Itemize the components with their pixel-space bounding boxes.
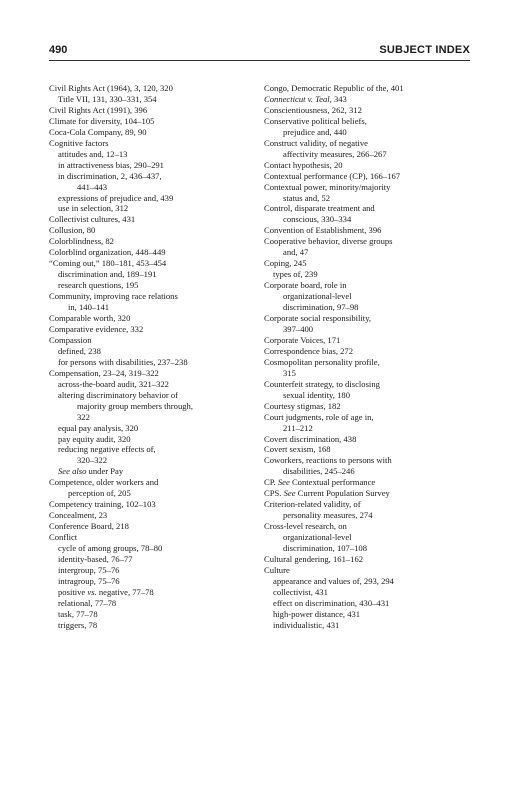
index-subentry: 320–322 [77,455,108,466]
index-entry: Community, improving race relations [49,291,178,302]
index-subentry: identity-based, 76–77 [58,553,133,564]
index-entry: Collusion, 80 [49,225,96,236]
index-subentry: majority group members through, [77,400,193,411]
index-entry: Colorblind organization, 448–449 [49,247,166,258]
index-subentry: sexual identity, 180 [283,389,350,400]
index-subentry: triggers, 78 [58,619,98,630]
index-entry: Construct validity, of negative [264,137,368,148]
index-entry: Criterion-related validity, of [264,499,361,510]
index-entry: Cultural gendering, 161–162 [264,553,364,564]
index-entry: Contextual performance (CP), 166–167 [264,170,401,181]
index-subentry: affectivity measures, 266–267 [283,148,387,159]
index-subentry: status and, 52 [283,192,331,203]
index-subentry: appearance and values of, 293, 294 [273,575,394,586]
index-entry: Contextual power, minority/majority [264,181,391,192]
index-subentry: personality measures, 274 [283,510,373,521]
index-subentry: intergroup, 75–76 [58,564,120,575]
index-subentry: organizational-level [283,291,352,302]
index-subentry: prejudice and, 440 [283,126,347,137]
index-subentry: Title VII, 131, 330–331, 354 [58,93,157,104]
index-entry: Conference Board, 218 [49,521,129,532]
index-subentry: for persons with disabilities, 237–238 [58,356,188,367]
index-entry: Control, disparate treatment and [264,203,375,214]
index-subentry: 211–212 [283,422,313,433]
index-subentry: reducing negative effects of, [58,444,156,455]
index-entry: Conservative political beliefs, [264,115,367,126]
index-subentry: 315 [283,367,296,378]
index-subentry: across-the-board audit, 321–322 [58,378,169,389]
index-entry: Climate for diversity, 104–105 [49,115,155,126]
index-subentry: attitudes and, 12–13 [58,148,128,159]
index-subentry: perception of, 205 [68,488,131,499]
index-entry: Cognitive factors [49,137,109,148]
index-entry: Compassion [49,334,92,345]
index-subentry: cycle of among groups, 78–80 [58,543,163,554]
index-entry: Cross-level research, on [264,521,347,532]
index-subentry: research questions, 195 [58,280,139,291]
index-subentry: use in selection, 312 [58,203,129,214]
index-entry: CP. See Contextual performance [264,477,376,488]
index-entry: Congo, Democratic Republic of the, 401 [264,83,404,93]
index-entry: Connecticut v. Teal, 343 [264,93,347,104]
index-subentry: defined, 238 [58,345,101,356]
index-column-left [49,83,249,631]
index-subentry: 441–443 [77,181,108,192]
index-entry: Coworkers, reactions to persons with [264,455,392,466]
index-entry: Corporate board, role in [264,280,347,291]
index-entry: Courtesy stigmas, 182 [264,400,341,411]
index-entry: Court judgments, role of age in, [264,411,374,422]
running-head: SUBJECT INDEX [379,44,470,56]
index-entry: Conscientiousness, 262, 312 [264,104,362,115]
index-subentry: in, 140–141 [68,302,110,313]
index-entry: Concealment, 23 [49,510,108,521]
index-subentry: collectivist, 431 [273,586,328,597]
index-entry: Cosmopolitan personality profile, [264,356,380,367]
index-entry: Compensation, 23–24, 319–322 [49,367,159,378]
index-subentry: in discrimination, 2, 436–437, [58,170,162,181]
index-subentry: types of, 239 [273,269,318,280]
index-entry: Coping, 245 [264,258,307,269]
index-entry: Corporate Voices, 171 [264,334,341,345]
index-subentry: organizational-level [283,532,352,543]
index-entry: Covert sexism, 168 [264,444,331,455]
index-subentry: pay equity audit, 320 [58,433,131,444]
index-entry: Competence, older workers and [49,477,159,488]
index-entry: Civil Rights Act (1991), 396 [49,104,148,115]
index-subentry: discrimination, 107–108 [283,543,368,554]
index-subentry: conscious, 330–334 [283,214,352,225]
index-entry: Collectivist cultures, 431 [49,214,136,225]
index-subentry: and, 47 [283,247,309,258]
index-subentry: effect on discrimination, 430–431 [273,597,390,608]
header-rule [49,60,470,61]
index-subentry: discrimination and, 189–191 [58,269,157,280]
index-entry: Conflict [49,532,78,543]
index-entry: CPS. See Current Population Survey [264,488,390,499]
index-subentry: 397–400 [283,323,314,334]
index-entry: Convention of Establishment, 396 [264,225,382,236]
index-entry: Colorblindness, 82 [49,236,114,247]
index-subentry: discrimination, 97–98 [283,302,359,313]
index-column-right [264,83,464,631]
index-subentry: disabilities, 245–246 [283,466,355,477]
index-subentry: intragroup, 75–76 [58,575,120,586]
index-subentry: individualistic, 431 [273,619,340,630]
index-entry: “Coming out,” 180–181, 453–454 [49,258,167,269]
index-entry: Cooperative behavior, diverse groups [264,236,393,247]
index-subentry: See also under Pay [58,466,124,477]
index-subentry: task, 77–78 [58,608,98,619]
index-entry: Covert discrimination, 438 [264,433,357,444]
index-entry: Coca-Cola Company, 89, 90 [49,126,147,137]
index-entry: Culture [264,564,290,575]
index-subentry: altering discriminatory behavior of [58,389,179,400]
index-subentry: equal pay analysis, 320 [58,422,139,433]
index-subentry: in attractiveness bias, 290–291 [58,159,164,170]
index-entry: Comparative evidence, 332 [49,323,144,334]
page-number: 490 [49,44,68,56]
index-subentry: relational, 77–78 [58,597,117,608]
index-entry: Contact hypothesis, 20 [264,159,343,170]
index-entry: Correspondence bias, 272 [264,345,354,356]
index-entry: Counterfeit strategy, to disclosing [264,378,380,389]
index-entry: Civil Rights Act (1964), 3, 120, 320 [49,83,173,93]
index-subentry: high-power distance, 431 [273,608,361,619]
index-entry: Corporate social responsibility, [264,313,372,324]
index-subentry: 322 [77,411,90,422]
index-subentry: expressions of prejudice and, 439 [58,192,174,203]
index-entry: Comparable worth, 320 [49,313,131,324]
index-subentry: positive vs. negative, 77–78 [58,586,154,597]
index-entry: Competency training, 102–103 [49,499,156,510]
